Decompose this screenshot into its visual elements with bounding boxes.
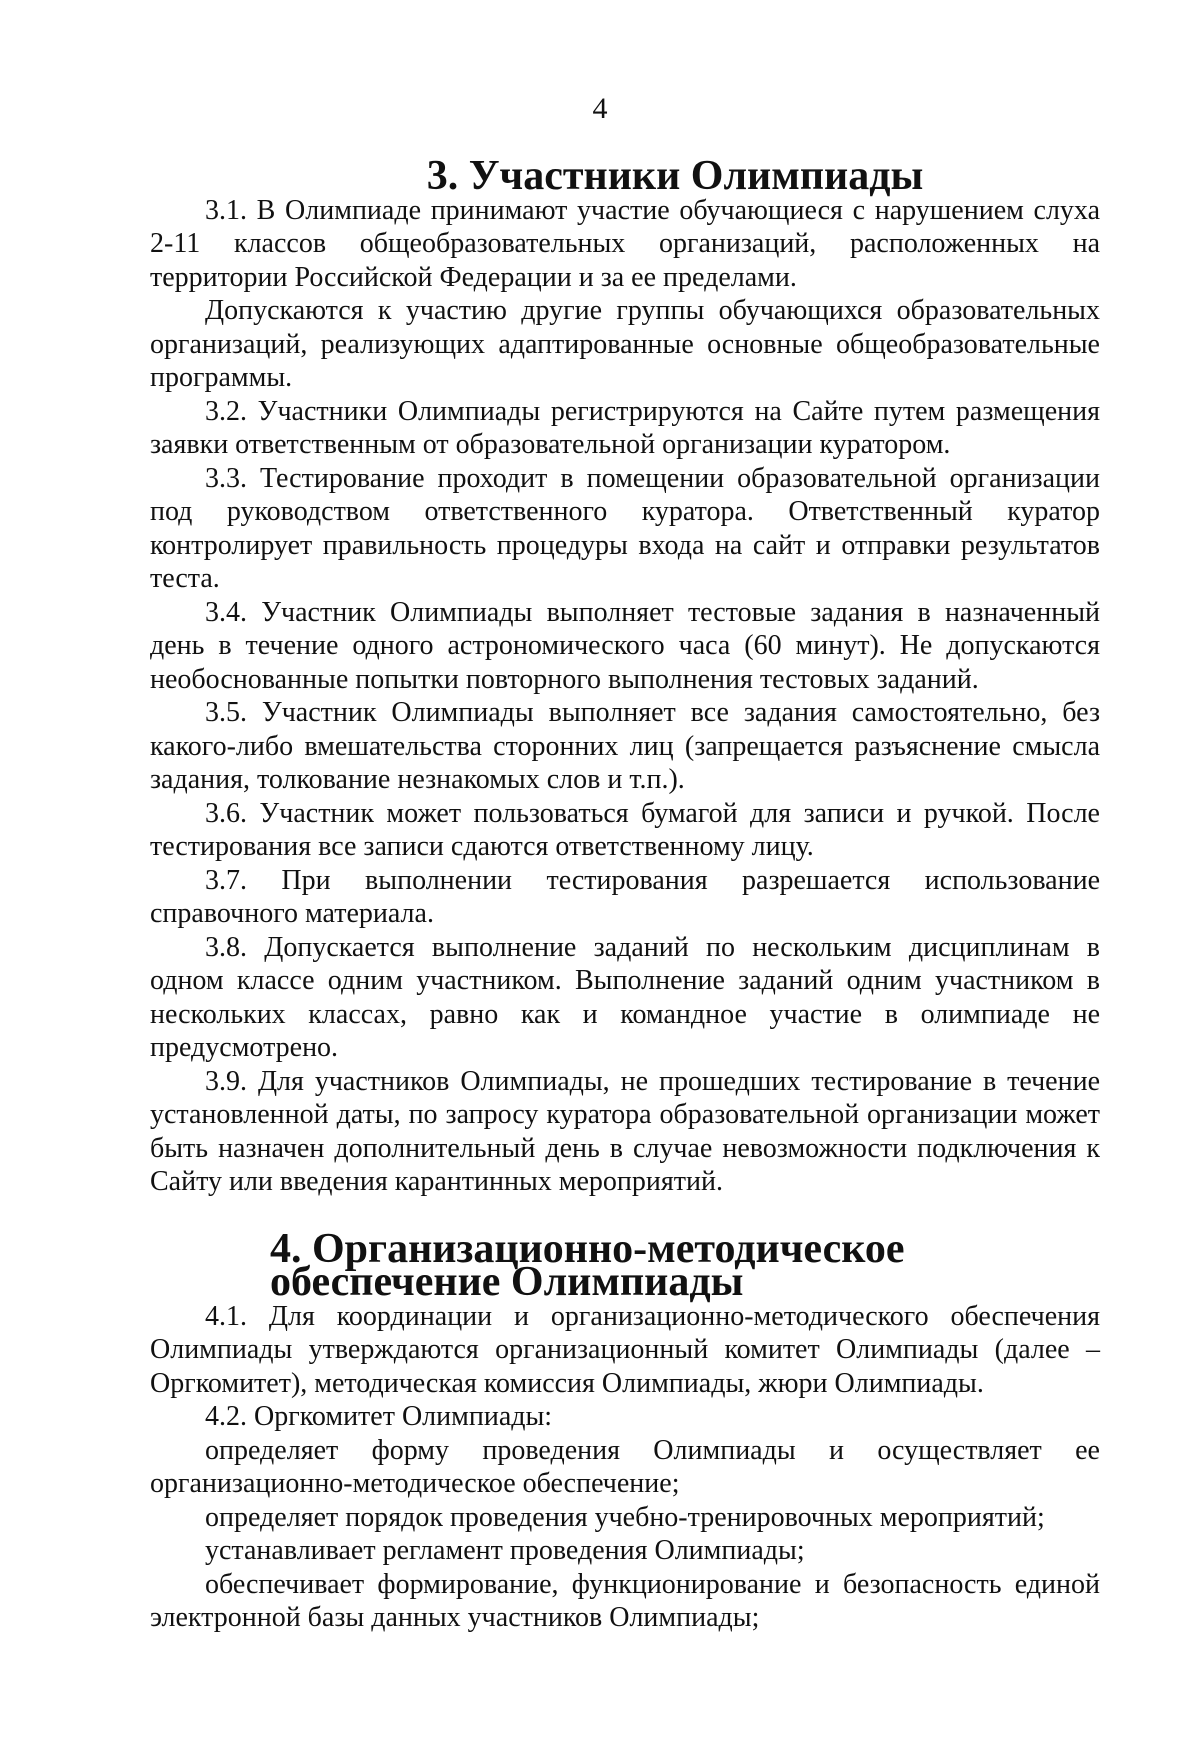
paragraph-3-1-b: Допускаются к участию другие группы обучающихся образовательных организаций, реализующих адаптированные основные общеобразовательные программы.	[150, 295, 1100, 393]
paragraph-3-7: 3.7. При выполнении тестирования разрешается использование справочного материала.	[150, 864, 1100, 929]
page-number: 4	[592, 92, 608, 125]
section-3-heading: 3. Участники Олимпиады	[426, 153, 924, 199]
paragraph-4-1: 4.1. Для координации и организационно-методического обеспечения Олимпиады утверждаются организационный комитет Олимпиады (далее – Оргкомитет), методическая комиссия Олимпиады, жюри Олимпиады.	[150, 1300, 1100, 1399]
paragraph-3-4: 3.4. Участник Олимпиады выполняет тестовые задания в назначенный день в течение одного астрономического часа (60 минут). Не допускаются необоснованные попытки повторного выполнения тестовых заданий.	[150, 596, 1100, 695]
paragraph-3-8: 3.8. Допускается выполнение заданий по нескольким дисциплинам в одном классе одним участником. Выполнение заданий одним участником в нескольких классах, равно как и командное участие в олимпиаде не предусмотрено.	[150, 931, 1100, 1063]
paragraph-3-6: 3.6. Участник может пользоваться бумагой для записи и ручкой. После тестирования все записи сдаются ответственному лицу.	[150, 797, 1100, 862]
paragraph-3-5: 3.5. Участник Олимпиады выполняет все задания самостоятельно, без какого-либо вмешательства сторонних лиц (запрещается разъяснение смысла задания, толкование незнакомых слов и т.п.).	[150, 697, 1100, 795]
paragraph-4-2: 4.2. Оргкомитет Олимпиады:	[205, 1401, 553, 1432]
paragraph-3-3: 3.3. Тестирование проходит в помещении образовательной организации под руководством ответственного куратора. Ответственный куратор контролирует правильность процедуры входа на сайт и отправки результатов теста.	[150, 462, 1100, 594]
list-item-4-2-d: обеспечивает формирование, функционирование и безопасность единой электронной базы данных участников Олимпиады;	[150, 1568, 1100, 1633]
list-item-4-2-c: устанавливает регламент проведения Олимпиады;	[205, 1535, 805, 1566]
list-item-4-2-b: определяет порядок проведения учебно-тренировочных мероприятий;	[205, 1501, 1045, 1533]
section-4-heading: 4. Организационно-методическое обеспечение Олимпиады	[270, 1225, 905, 1305]
paragraph-3-9: 3.9. Для участников Олимпиады, не прошедших тестирование в течение установленной даты, по запросу куратора образовательной организации может быть назначен дополнительный день в случае невозможности подключения к Сайту или введения карантинных мероприятий.	[150, 1065, 1100, 1197]
document-body	[150, 153, 1100, 1635]
paragraph-3-2: 3.2. Участники Олимпиады регистрируются на Сайте путем размещения заявки ответственным от образовательной организации куратором.	[150, 395, 1100, 460]
list-item-4-2-a: определяет форму проведения Олимпиады и осуществляет ее организационно-методическое обеспечение;	[150, 1434, 1100, 1499]
paragraph-3-1: 3.1. В Олимпиаде принимают участие обучающиеся с нарушением слуха 2-11 классов общеобразовательных организаций, расположенных на территории Российской Федерации и за ее пределами.	[150, 194, 1100, 293]
